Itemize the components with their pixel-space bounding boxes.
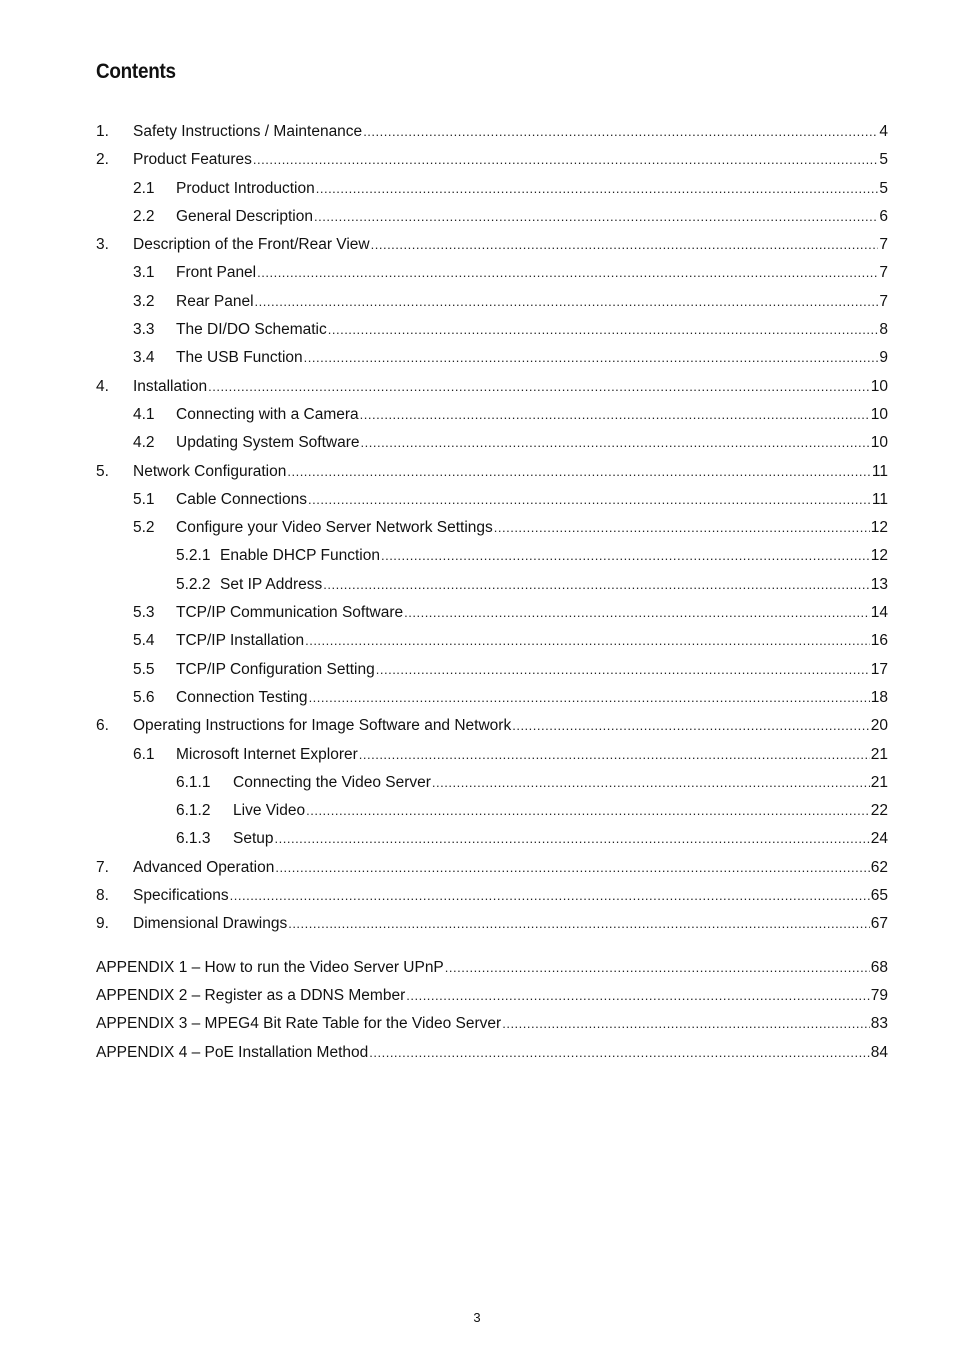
toc-label: Connecting the Video Server [233, 773, 431, 791]
toc-label: Rear Panel [176, 292, 254, 310]
toc-number: 2.2 [133, 207, 155, 225]
dot-leader [361, 429, 870, 457]
dot-leader [369, 1039, 869, 1067]
dot-leader [359, 741, 870, 769]
toc-page: 62 [870, 858, 888, 876]
toc-label: Live Video [233, 802, 306, 820]
toc-entry[interactable] [96, 684, 888, 712]
toc-entry[interactable] [96, 627, 888, 655]
toc-entry[interactable] [96, 231, 888, 259]
appendix-entry[interactable] [96, 982, 888, 1010]
toc-page: 7 [879, 236, 888, 254]
appendix-label: APPENDIX 4 – PoE Installation Method [96, 1043, 369, 1061]
toc-entry[interactable] [96, 797, 888, 825]
toc-entry[interactable] [96, 316, 888, 344]
toc-page: 24 [870, 830, 888, 848]
toc-number: 5.6 [133, 688, 155, 706]
appendix-page: 68 [870, 958, 888, 976]
toc-label: Specifications [133, 887, 229, 905]
toc-page: 13 [870, 575, 888, 593]
toc-label: TCP/IP Communication Software [176, 604, 404, 622]
toc-page: 5 [879, 179, 888, 197]
toc-page: 21 [870, 773, 888, 791]
appendix-label: APPENDIX 2 – Register as a DDNS Member [96, 986, 406, 1004]
appendix-label: APPENDIX 3 – MPEG4 Bit Rate Table for the Video Server [96, 1015, 502, 1033]
toc-number: 4.1 [133, 405, 155, 423]
toc-label: Connecting with a Camera [176, 405, 359, 423]
toc-number: 1. [96, 123, 109, 140]
toc-page: 4 [879, 123, 888, 140]
dot-leader [404, 599, 870, 627]
toc-number: 3.1 [133, 264, 155, 282]
dot-leader [360, 401, 870, 429]
toc-number: 6.1 [133, 745, 155, 763]
toc-label: Setup [233, 830, 274, 848]
toc-label: General Description [176, 207, 313, 225]
toc-entry[interactable] [96, 429, 888, 457]
toc-entry[interactable] [96, 542, 888, 570]
toc-page: 6 [879, 207, 888, 225]
toc-entry[interactable] [96, 656, 888, 684]
toc-label: TCP/IP Configuration Setting [176, 660, 375, 678]
dot-leader [304, 344, 879, 372]
toc-label: Microsoft Internet Explorer [176, 745, 358, 763]
toc-page: 16 [870, 632, 888, 650]
toc-entry[interactable] [96, 486, 888, 514]
toc-entry[interactable] [96, 203, 888, 231]
toc-number: 5.5 [133, 660, 155, 678]
toc-label: Connection Testing [176, 688, 308, 706]
toc-label: Installation [133, 377, 208, 395]
toc-number: 6.1.3 [176, 830, 211, 848]
toc-page: 11 [871, 490, 888, 508]
toc-number: 5.2 [133, 519, 155, 537]
toc-entry[interactable] [96, 741, 888, 769]
toc-entry[interactable] [96, 514, 888, 542]
toc-label: Description of the Front/Rear View [133, 236, 370, 254]
dot-leader [316, 175, 879, 203]
toc-page: 5 [879, 151, 888, 169]
toc-page: 20 [870, 717, 888, 735]
toc-label: The DI/DO Schematic [176, 321, 327, 339]
appendix-page: 83 [870, 1015, 888, 1033]
toc-page: 22 [870, 802, 888, 820]
toc-entry[interactable] [96, 854, 888, 882]
toc-label: Dimensional Drawings [133, 915, 288, 933]
toc-number: 4.2 [133, 434, 155, 452]
toc-entry[interactable] [96, 344, 888, 372]
dot-leader [406, 982, 870, 1010]
toc-label: TCP/IP Installation [176, 632, 305, 650]
toc-label: Configure your Video Server Network Settings [176, 519, 493, 537]
toc-number: 5.2.2 [176, 575, 211, 593]
toc-number: 2. [96, 151, 109, 169]
toc-number: 6. [96, 717, 109, 735]
toc-label: Operating Instructions for Image Software and Network [133, 717, 512, 735]
dot-leader [308, 486, 871, 514]
toc-entry[interactable] [96, 571, 888, 599]
toc-entry[interactable] [96, 146, 888, 174]
table-of-contents [96, 118, 888, 1067]
dot-leader [381, 542, 870, 570]
toc-number: 5.3 [133, 604, 155, 622]
toc-number: 3.4 [133, 349, 155, 367]
toc-label: Updating System Software [176, 434, 360, 452]
section-gap [96, 939, 888, 954]
dot-leader [314, 203, 878, 231]
appendix-page: 79 [870, 986, 888, 1004]
appendix-page: 84 [870, 1043, 888, 1061]
toc-page: 12 [870, 519, 888, 537]
toc-number: 7. [96, 858, 109, 876]
dot-leader [512, 712, 870, 740]
toc-entry[interactable] [96, 458, 888, 486]
appendix-label: APPENDIX 1 – How to run the Video Server UPnP [96, 958, 444, 976]
toc-page: 8 [879, 321, 888, 339]
dot-leader [230, 882, 870, 910]
dot-leader [432, 769, 870, 797]
dot-leader [494, 514, 870, 542]
toc-entry[interactable] [96, 825, 888, 853]
toc-label: Product Introduction [176, 179, 315, 197]
toc-label: Cable Connections [176, 490, 307, 508]
dot-leader [275, 854, 869, 882]
toc-page: 67 [870, 915, 888, 933]
dot-leader [306, 797, 870, 825]
toc-label: The USB Function [176, 349, 303, 367]
dot-leader [275, 825, 870, 853]
toc-entry[interactable] [96, 259, 888, 287]
toc-label: Advanced Operation [133, 858, 275, 876]
dot-leader [257, 259, 878, 287]
toc-number: 4. [96, 377, 109, 395]
toc-entry[interactable] [96, 882, 888, 910]
toc-page: 7 [879, 264, 888, 282]
page-number: 3 [473, 1310, 481, 1325]
toc-entry[interactable] [96, 599, 888, 627]
dot-leader [305, 627, 870, 655]
toc-label: Safety Instructions / Maintenance [133, 123, 363, 140]
dot-leader [328, 316, 879, 344]
dot-leader [371, 231, 879, 259]
dot-leader [376, 656, 870, 684]
toc-number: 8. [96, 887, 109, 905]
toc-number: 5. [96, 462, 109, 480]
toc-number: 3.3 [133, 321, 155, 339]
dot-leader [363, 118, 878, 146]
toc-entry[interactable] [96, 288, 888, 316]
toc-number: 2.1 [133, 179, 155, 197]
dot-leader [208, 373, 870, 401]
toc-page: 14 [870, 604, 888, 622]
toc-page: 18 [870, 688, 888, 706]
toc-label: Front Panel [176, 264, 257, 282]
page-title: Contents [96, 60, 176, 83]
toc-number: 6.1.2 [176, 802, 211, 820]
toc-page: 21 [870, 745, 888, 763]
toc-page: 12 [870, 547, 888, 565]
dot-leader [309, 684, 870, 712]
toc-page: 65 [870, 887, 888, 905]
toc-label: Enable DHCP Function [220, 547, 380, 565]
toc-entry[interactable] [96, 712, 888, 740]
toc-entry[interactable] [96, 373, 888, 401]
toc-entry[interactable] [96, 401, 888, 429]
toc-entry[interactable] [96, 769, 888, 797]
toc-number: 5.2.1 [176, 547, 211, 565]
toc-entry[interactable] [96, 118, 888, 146]
toc-label: Set IP Address [220, 575, 323, 593]
toc-page: 11 [871, 462, 888, 480]
toc-page: 9 [879, 349, 888, 367]
toc-label: Network Configuration [133, 462, 287, 480]
toc-page: 10 [870, 405, 888, 423]
appendix-entry[interactable] [96, 1010, 888, 1038]
appendix-entry[interactable] [96, 954, 888, 982]
toc-number: 5.1 [133, 490, 155, 508]
toc-page: 10 [870, 377, 888, 395]
dot-leader [502, 1010, 870, 1038]
toc-page: 7 [879, 292, 888, 310]
toc-number: 3.2 [133, 292, 155, 310]
dot-leader [445, 954, 870, 982]
dot-leader [287, 458, 871, 486]
toc-page: 17 [870, 660, 888, 678]
dot-leader [253, 146, 878, 174]
toc-entry[interactable] [96, 175, 888, 203]
appendix-entry[interactable] [96, 1039, 888, 1067]
toc-entry[interactable] [96, 910, 888, 938]
toc-page: 10 [870, 434, 888, 452]
dot-leader [288, 910, 870, 938]
dot-leader [255, 288, 879, 316]
toc-label: Product Features [133, 151, 252, 169]
toc-number: 9. [96, 915, 109, 933]
toc-number: 5.4 [133, 632, 155, 650]
toc-number: 3. [96, 236, 109, 254]
toc-number: 6.1.1 [176, 773, 211, 791]
dot-leader [323, 571, 870, 599]
